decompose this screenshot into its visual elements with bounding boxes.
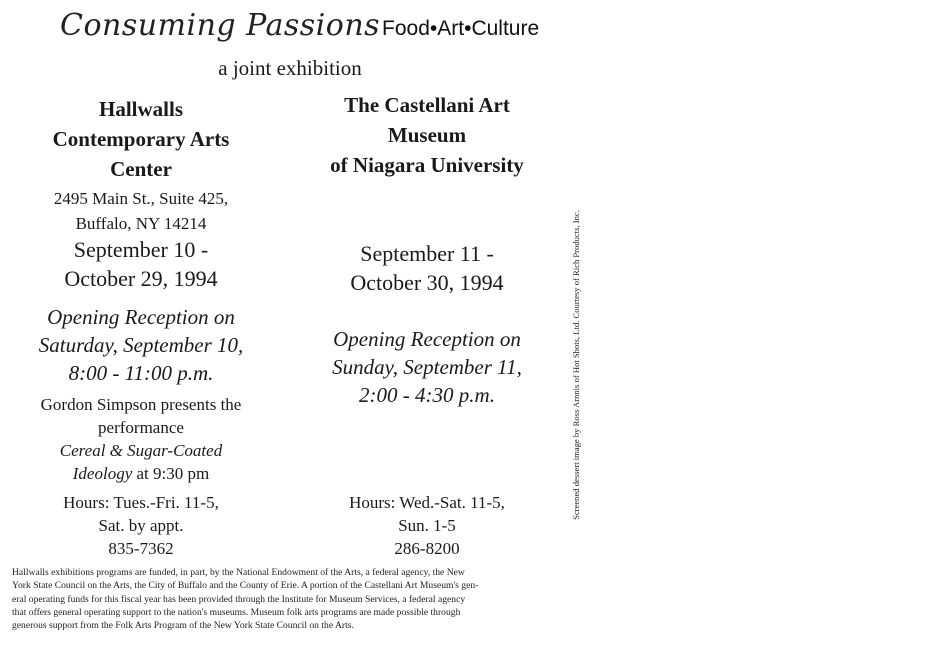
image-credit [571, 185, 585, 545]
opening-line: Opening Reception on [47, 305, 235, 329]
hours-line: Hours: Wed.-Sat. 11-5, [349, 493, 505, 512]
venue-name-line: Contemporary Arts [52, 127, 230, 151]
venue-name-line: of Niagara University [330, 153, 524, 177]
hallwalls-name [10, 94, 272, 184]
date-line: September 10 - [73, 237, 209, 262]
hallwalls-opening-reception [10, 303, 272, 387]
image-credit-text: Screened dessert image by Ross Arnnis of Hot Shots, Ltd. Courtesy of Rich Products, Inc. [571, 210, 581, 520]
performance-line: Gordon Simpson presents the [40, 395, 242, 414]
hours-line: Sun. 1-5 [398, 516, 456, 535]
opening-line: 2:00 - 4:30 p.m. [359, 383, 495, 407]
opening-line: Saturday, September 10, [38, 333, 244, 357]
performance-title: Cereal & Sugar-Coated [59, 441, 223, 460]
address-line: 2495 Main St., Suite 425, [53, 189, 229, 208]
hallwalls-address [10, 186, 272, 236]
fine-print-line: York State Council on the Arts, the City of Buffalo and the County of Erie. A portion of the Castellani Art Museum's gen- [12, 580, 479, 592]
date-line: October 30, 1994 [350, 270, 504, 295]
opening-line: Opening Reception on [333, 327, 521, 351]
hours-line: Sat. by appt. [98, 516, 184, 535]
hours-line: Hours: Tues.-Fri. 11-5, [63, 493, 219, 512]
performance-line: performance [98, 418, 184, 437]
hallwalls-performance [10, 393, 272, 485]
exhibition-title [60, 8, 540, 58]
title-tagline: Food•Art•Culture [382, 17, 540, 40]
castellani-hours [296, 491, 558, 560]
fine-print-line: Hallwalls exhibitions programs are funded, in part, by the National Endowment of the Arts, a federal agency, the New [12, 567, 465, 578]
performance-title-time [10, 462, 272, 485]
performance-time: at 9:30 pm [132, 464, 210, 483]
venue-name-line: The Castellani Art [344, 93, 510, 117]
castellani-dates [296, 239, 558, 297]
hallwalls-column [10, 94, 272, 236]
venue-name-line: Hallwalls [98, 97, 183, 121]
castellani-opening-reception [296, 325, 558, 409]
date-line: September 11 - [360, 241, 494, 266]
venue-name-line: Center [110, 157, 172, 181]
date-line: October 29, 1994 [64, 266, 218, 291]
performance-title-end: Ideology [72, 464, 133, 483]
fine-print-line: that offers general operating support to the nation's museums. Museum folk arts programs are made possible through [12, 606, 461, 618]
fine-print-line: generous support from the Folk Arts Program of the New York State Council on the Arts. [12, 620, 354, 632]
funding-fine-print [12, 566, 612, 632]
address-line: Buffalo, NY 14214 [75, 214, 207, 233]
opening-line: 8:00 - 11:00 p.m. [68, 361, 214, 385]
hallwalls-hours [10, 491, 272, 560]
subtitle: a joint exhibition [218, 56, 362, 80]
fine-print-line: eral operating funds for this fiscal year has been provided through the Institute for Museum Services, a federal agency [12, 593, 466, 605]
phone-number: 835-7362 [108, 539, 174, 558]
title-script: Consuming Passions [60, 8, 381, 43]
hallwalls-dates [10, 235, 272, 293]
opening-line: Sunday, September 11, [332, 355, 522, 379]
phone-number: 286-8200 [394, 539, 460, 558]
venue-name-line: Museum [387, 123, 467, 147]
castellani-name [296, 90, 558, 180]
